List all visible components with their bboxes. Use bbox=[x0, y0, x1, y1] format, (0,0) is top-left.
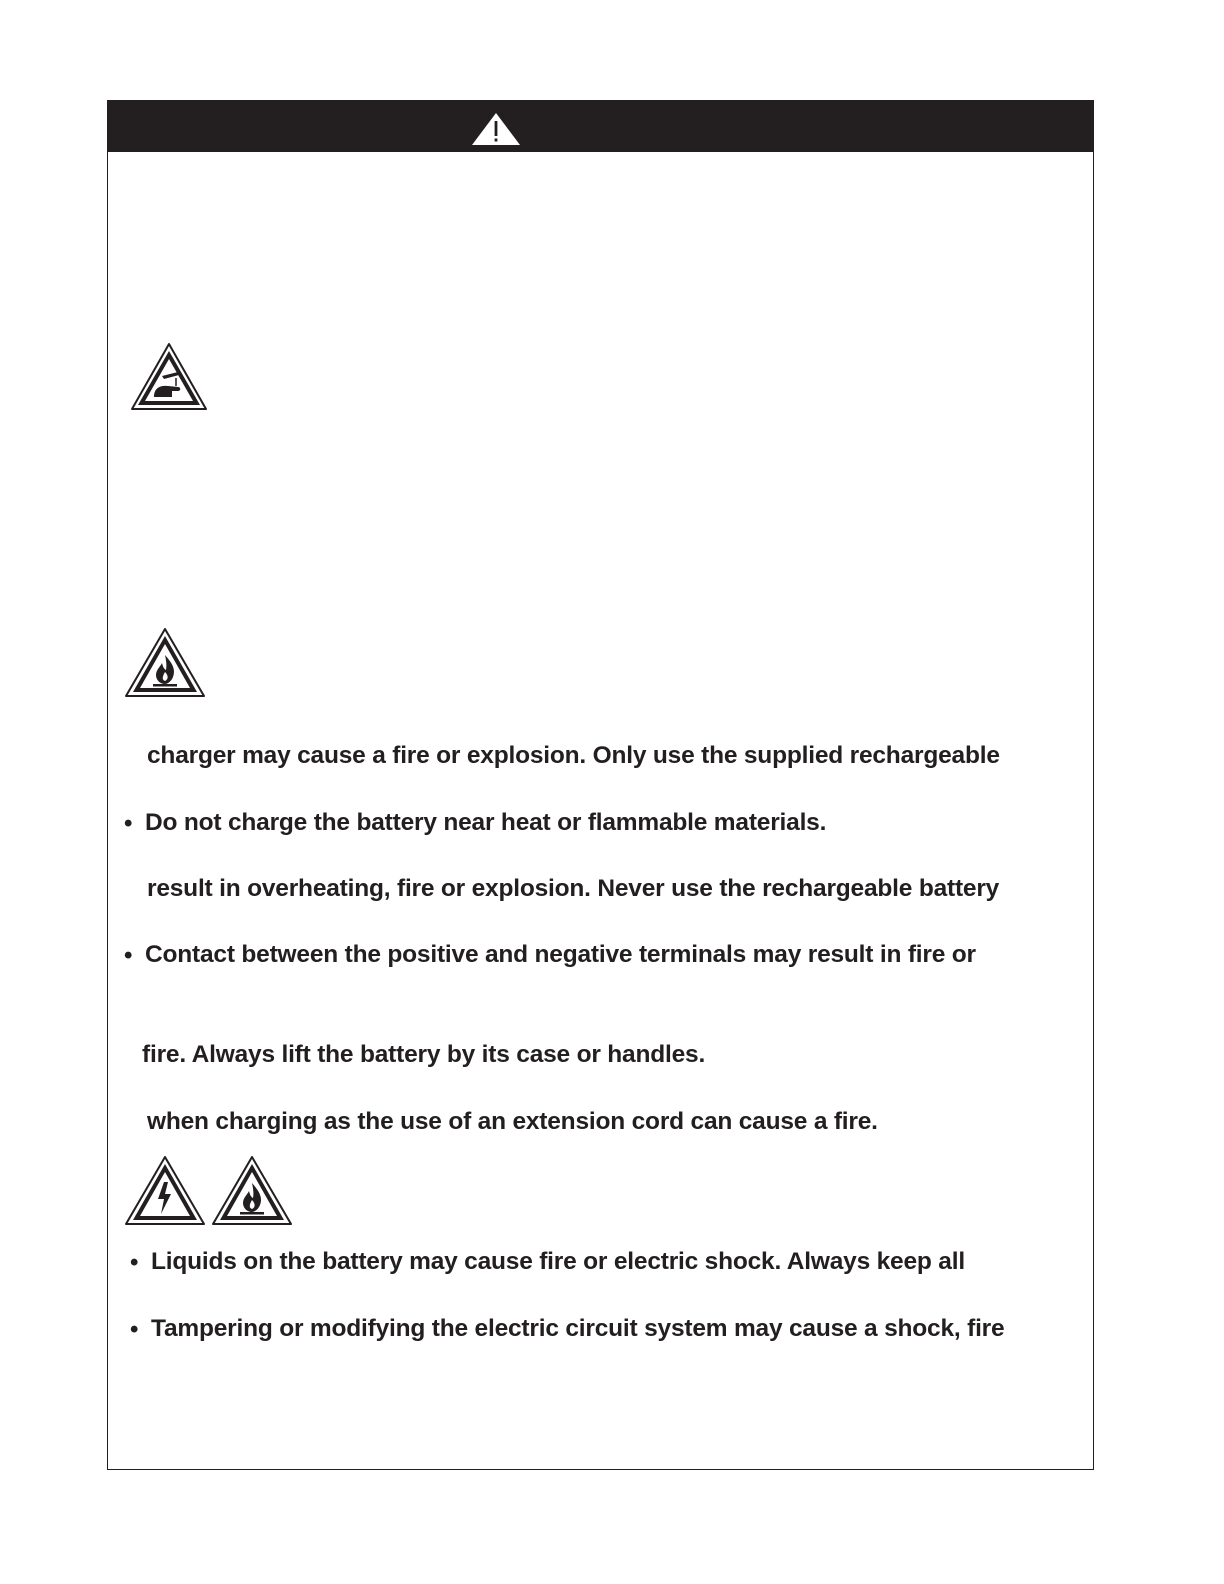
text-line-terminal-contact: Contact between the positive and negative terminals may result in fire or bbox=[145, 941, 976, 968]
text-line-lift-battery: fire. Always lift the battery by its case or handles. bbox=[142, 1041, 706, 1068]
text-line-overheating: result in overheating, fire or explosion. Never use the rechargeable battery bbox=[147, 875, 1000, 902]
text-line-charge-near-heat: Do not charge the battery near heat or flammable materials. bbox=[145, 809, 827, 836]
bullet: • bbox=[130, 1249, 139, 1276]
warning-header-bar bbox=[107, 100, 1094, 152]
electric-shock-hazard-icon bbox=[124, 1155, 206, 1227]
flammable-hazard-icon bbox=[124, 627, 206, 699]
bullet: • bbox=[124, 810, 133, 837]
bullet: • bbox=[124, 942, 133, 969]
flammable-hazard-icon bbox=[211, 1155, 293, 1227]
corrosive-hazard-icon bbox=[130, 342, 208, 412]
text-line-tampering: Tampering or modifying the electric circuit system may cause a shock, fire bbox=[151, 1315, 1005, 1342]
warning-exclamation-icon bbox=[471, 112, 521, 146]
text-line-liquids: Liquids on the battery may cause fire or electric shock. Always keep all bbox=[151, 1248, 965, 1275]
bullet: • bbox=[130, 1316, 139, 1343]
text-line-extension-cord: when charging as the use of an extension cord can cause a fire. bbox=[147, 1108, 878, 1135]
text-line-charger-supplied: charger may cause a fire or explosion. Only use the supplied rechargeable bbox=[147, 742, 1000, 769]
